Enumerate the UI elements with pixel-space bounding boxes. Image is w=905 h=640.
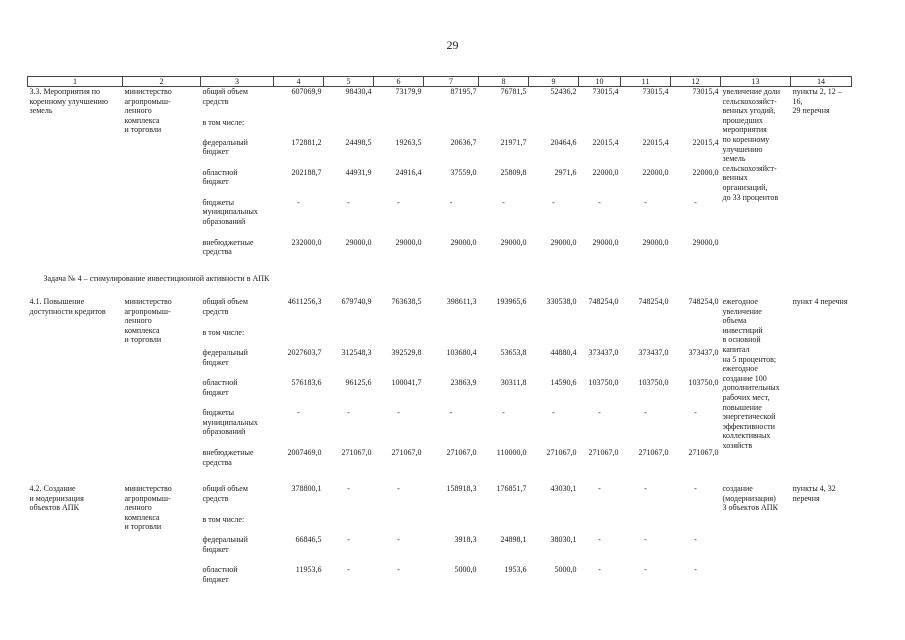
value-cell bbox=[671, 118, 721, 138]
value-cell: 73015,4 bbox=[642, 87, 669, 96]
value-cell: - bbox=[552, 408, 555, 418]
value-cell: - bbox=[644, 565, 647, 575]
value-cell: - bbox=[644, 535, 647, 545]
executor: министерство агропромыш- ленного комплекса и торговли bbox=[124, 484, 172, 532]
value-cell: 398611,3 bbox=[446, 297, 477, 307]
value-cell bbox=[621, 515, 671, 535]
value-cell: 73179,9 bbox=[395, 87, 422, 96]
funding-source: федеральный бюджет bbox=[202, 535, 248, 554]
value-cell: 176851,7 bbox=[496, 484, 527, 494]
value-cell: 44931,9 bbox=[345, 167, 372, 177]
task-row bbox=[28, 268, 852, 292]
value-cell: 14590,6 bbox=[550, 378, 577, 388]
value-cell: 202188,7 bbox=[291, 167, 322, 177]
value-cell: 22000,0 bbox=[642, 167, 669, 177]
col-header: 9 bbox=[529, 77, 579, 87]
value-cell: 103750,0 bbox=[638, 378, 669, 388]
value-cell bbox=[579, 515, 621, 535]
value-cell: - bbox=[397, 535, 400, 545]
program-table bbox=[27, 76, 852, 595]
value-cell: 2007469,0 bbox=[287, 448, 322, 458]
value-cell bbox=[479, 328, 529, 348]
col-header: 3 bbox=[201, 77, 274, 87]
reference: пункты 2, 12 – 16, 29 перечня bbox=[792, 87, 842, 116]
value-cell bbox=[374, 328, 424, 348]
value-cell: 1953,6 bbox=[504, 565, 527, 575]
value-cell: 158918,3 bbox=[446, 484, 477, 494]
value-cell: - bbox=[644, 484, 647, 494]
reference: пункт 4 перечня bbox=[792, 297, 848, 307]
value-cell: 378800,1 bbox=[291, 484, 322, 494]
value-cell: 2971,6 bbox=[554, 167, 577, 177]
value-cell bbox=[479, 118, 529, 138]
col-header: 10 bbox=[579, 77, 621, 87]
value-cell: 98430,4 bbox=[345, 87, 372, 96]
funding-source: в том числе: bbox=[202, 515, 245, 525]
value-cell: 20464,6 bbox=[550, 137, 577, 147]
funding-source: внебюджетные средства bbox=[202, 448, 254, 467]
col-header: 5 bbox=[324, 77, 374, 87]
value-cell: 271067,0 bbox=[546, 448, 577, 458]
value-cell: 271067,0 bbox=[391, 448, 422, 458]
value-cell: 22000,0 bbox=[692, 167, 719, 177]
value-cell: 87195,7 bbox=[450, 87, 477, 96]
value-cell: - bbox=[694, 565, 697, 575]
funding-source: бюджеты муниципальных образований bbox=[202, 197, 258, 226]
col-header: 11 bbox=[621, 77, 671, 87]
value-cell: 29000,0 bbox=[500, 237, 527, 247]
value-cell bbox=[274, 515, 324, 535]
value-cell: 76781,5 bbox=[500, 87, 527, 96]
value-cell: 373437,0 bbox=[688, 348, 719, 358]
value-cell: 29000,0 bbox=[692, 237, 719, 247]
value-cell: 312548,3 bbox=[341, 348, 372, 358]
value-cell bbox=[274, 328, 324, 348]
value-cell: 172881,2 bbox=[291, 137, 322, 147]
value-cell: 25809,8 bbox=[500, 167, 527, 177]
value-cell: - bbox=[397, 565, 400, 575]
value-cell: - bbox=[694, 535, 697, 545]
value-cell: 271067,0 bbox=[688, 448, 719, 458]
value-cell: 21971,7 bbox=[500, 137, 527, 147]
page-number: 29 bbox=[446, 38, 459, 52]
value-cell bbox=[424, 118, 479, 138]
value-cell: - bbox=[694, 197, 697, 207]
value-cell: 748254,0 bbox=[588, 297, 619, 307]
value-cell: 53653,8 bbox=[500, 348, 527, 358]
value-cell: - bbox=[694, 484, 697, 494]
value-cell: 100041,7 bbox=[391, 378, 422, 388]
value-cell: - bbox=[598, 535, 601, 545]
value-cell: 29000,0 bbox=[395, 237, 422, 247]
value-cell: 5000,0 bbox=[554, 565, 577, 575]
measure-title: 4.2. Создание и модернизация объектов АПК bbox=[29, 484, 84, 513]
value-cell: - bbox=[598, 565, 601, 575]
value-cell: 103750,0 bbox=[588, 378, 619, 388]
value-cell: 66846,5 bbox=[295, 535, 322, 545]
value-cell: 232000,0 bbox=[291, 237, 322, 247]
value-cell: 20636,7 bbox=[450, 137, 477, 147]
value-cell bbox=[529, 515, 579, 535]
value-cell bbox=[529, 328, 579, 348]
value-cell: - bbox=[297, 408, 300, 418]
value-cell bbox=[479, 515, 529, 535]
value-cell bbox=[324, 515, 374, 535]
funding-source: в том числе: bbox=[202, 117, 245, 127]
value-cell: 30311,8 bbox=[500, 378, 527, 388]
funding-source: областной бюджет bbox=[202, 378, 238, 397]
value-cell: 576183,6 bbox=[291, 378, 322, 388]
value-cell bbox=[324, 328, 374, 348]
value-cell: - bbox=[694, 408, 697, 418]
funding-source: общий объем средств bbox=[202, 484, 248, 503]
value-cell: 44880,4 bbox=[550, 348, 577, 358]
value-cell: 11953,6 bbox=[295, 565, 322, 575]
value-cell bbox=[274, 118, 324, 138]
value-cell: - bbox=[347, 484, 350, 494]
value-cell: - bbox=[297, 197, 300, 207]
col-header: 7 bbox=[424, 77, 479, 87]
value-cell bbox=[424, 328, 479, 348]
value-cell: 23863,9 bbox=[450, 378, 477, 388]
value-cell bbox=[579, 118, 621, 138]
value-cell: 763638,5 bbox=[391, 297, 422, 307]
value-cell: - bbox=[347, 197, 350, 207]
value-cell: - bbox=[598, 484, 601, 494]
value-cell: 193965,6 bbox=[496, 297, 527, 307]
value-cell: 43030,1 bbox=[550, 484, 577, 494]
funding-source: внебюджетные средства bbox=[202, 237, 254, 257]
value-cell: 748254,0 bbox=[688, 297, 719, 307]
value-cell: 24916,4 bbox=[395, 167, 422, 177]
executor: министерство агропромыш- ленного комплекса и торговли bbox=[124, 87, 172, 135]
value-cell: 607069,9 bbox=[291, 87, 322, 96]
table-row bbox=[28, 484, 852, 515]
reference: пункты 4, 32 перечня bbox=[792, 484, 836, 503]
value-cell: 103750,0 bbox=[688, 378, 719, 388]
target-indicator: создание (модернизация) 3 объектов АПК bbox=[722, 484, 778, 513]
value-cell: 2027603,7 bbox=[287, 348, 322, 358]
value-cell: 373437,0 bbox=[638, 348, 669, 358]
value-cell: 271067,0 bbox=[588, 448, 619, 458]
target-indicator: увеличение доли сельскохозяйст- венных угодий, прошедших мероприятия по коренному улучшению земель сельскохозяйст- венных организаций, до 33 процентов bbox=[722, 87, 780, 202]
value-cell: 29000,0 bbox=[592, 237, 619, 247]
col-header: 14 bbox=[791, 77, 852, 87]
value-cell: - bbox=[644, 408, 647, 418]
value-cell: 392529,8 bbox=[391, 348, 422, 358]
value-cell: 110000,0 bbox=[496, 448, 527, 458]
value-cell: - bbox=[347, 565, 350, 575]
value-cell: 29000,0 bbox=[345, 237, 372, 247]
value-cell: 73015,4 bbox=[692, 87, 719, 96]
value-cell: 679740,9 bbox=[341, 297, 372, 307]
measure-title: 3.3. Мероприятия по коренному улучшению земель bbox=[29, 87, 108, 116]
value-cell: 29000,0 bbox=[642, 237, 669, 247]
value-cell bbox=[621, 328, 671, 348]
value-cell: 4611256,3 bbox=[287, 297, 322, 307]
task-heading: Задача № 4 – стимулирование инвестиционной активности в АПК bbox=[43, 273, 270, 283]
target-indicator: ежегодное увеличение объема инвестиций в основной капитал на 5 процентов; ежегодное создание 100 дополнительных рабочих мест, повышение энергетической эффективности коллективных хозяйств bbox=[722, 297, 780, 450]
value-cell: - bbox=[598, 408, 601, 418]
value-cell: 37559,0 bbox=[450, 167, 477, 177]
value-cell: 96125,6 bbox=[345, 378, 372, 388]
value-cell: - bbox=[552, 197, 555, 207]
value-cell: - bbox=[397, 408, 400, 418]
col-header: 12 bbox=[671, 77, 721, 87]
value-cell: - bbox=[449, 408, 453, 418]
value-cell: 29000,0 bbox=[550, 237, 577, 247]
value-cell bbox=[579, 328, 621, 348]
value-cell bbox=[671, 515, 721, 535]
funding-source: общий объем средств bbox=[202, 297, 248, 316]
value-cell bbox=[374, 118, 424, 138]
value-cell: 748254,0 bbox=[638, 297, 669, 307]
value-cell bbox=[671, 328, 721, 348]
value-cell bbox=[324, 118, 374, 138]
col-header: 1 bbox=[28, 77, 123, 87]
col-header: 2 bbox=[123, 77, 201, 87]
value-cell: 29000,0 bbox=[450, 237, 477, 247]
value-cell: 330538,0 bbox=[546, 297, 577, 307]
value-cell: 271067,0 bbox=[638, 448, 669, 458]
value-cell: - bbox=[502, 408, 505, 418]
value-cell: 52436,2 bbox=[550, 87, 577, 96]
funding-source: областной бюджет bbox=[202, 565, 238, 584]
funding-source: общий объем средств bbox=[202, 87, 248, 106]
value-cell: 73015,4 bbox=[592, 87, 619, 96]
value-cell: - bbox=[347, 408, 350, 418]
funding-source: федеральный бюджет bbox=[202, 137, 248, 157]
value-cell bbox=[424, 515, 479, 535]
value-cell bbox=[529, 118, 579, 138]
funding-source: федеральный бюджет bbox=[202, 348, 248, 367]
table-row bbox=[28, 297, 852, 328]
col-header: 13 bbox=[721, 77, 791, 87]
header-row bbox=[28, 77, 852, 87]
value-cell: 22015,4 bbox=[692, 137, 719, 147]
value-cell: - bbox=[397, 484, 400, 494]
col-header: 8 bbox=[479, 77, 529, 87]
table-row bbox=[28, 87, 852, 118]
funding-source: в том числе: bbox=[202, 328, 245, 338]
value-cell: 373437,0 bbox=[588, 348, 619, 358]
value-cell: - bbox=[598, 197, 601, 207]
value-cell: 103680,4 bbox=[446, 348, 477, 358]
value-cell: 22000,0 bbox=[592, 167, 619, 177]
value-cell: 24898,1 bbox=[500, 535, 527, 545]
executor: министерство агропромыш- ленного комплекса и торговли bbox=[124, 297, 172, 345]
value-cell bbox=[374, 515, 424, 535]
value-cell: - bbox=[502, 197, 505, 207]
value-cell: 38030,1 bbox=[550, 535, 577, 545]
funding-source: областной бюджет bbox=[202, 167, 238, 187]
value-cell: 22015,4 bbox=[592, 137, 619, 147]
value-cell: 24498,5 bbox=[345, 137, 372, 147]
value-cell: 19263,5 bbox=[395, 137, 422, 147]
value-cell: 5000,0 bbox=[454, 565, 477, 575]
value-cell: - bbox=[397, 197, 400, 207]
measure-title: 4.1. Повышение доступности кредитов bbox=[29, 297, 106, 316]
value-cell: 271067,0 bbox=[341, 448, 372, 458]
value-cell: - bbox=[644, 197, 647, 207]
value-cell: 22015,4 bbox=[642, 137, 669, 147]
value-cell: 271067,0 bbox=[446, 448, 477, 458]
value-cell: 3918,3 bbox=[454, 535, 477, 545]
funding-source: бюджеты муниципальных образований bbox=[202, 408, 258, 437]
value-cell: - bbox=[449, 197, 453, 207]
col-header: 6 bbox=[374, 77, 424, 87]
value-cell bbox=[621, 118, 671, 138]
value-cell: - bbox=[347, 535, 350, 545]
col-header: 4 bbox=[274, 77, 324, 87]
